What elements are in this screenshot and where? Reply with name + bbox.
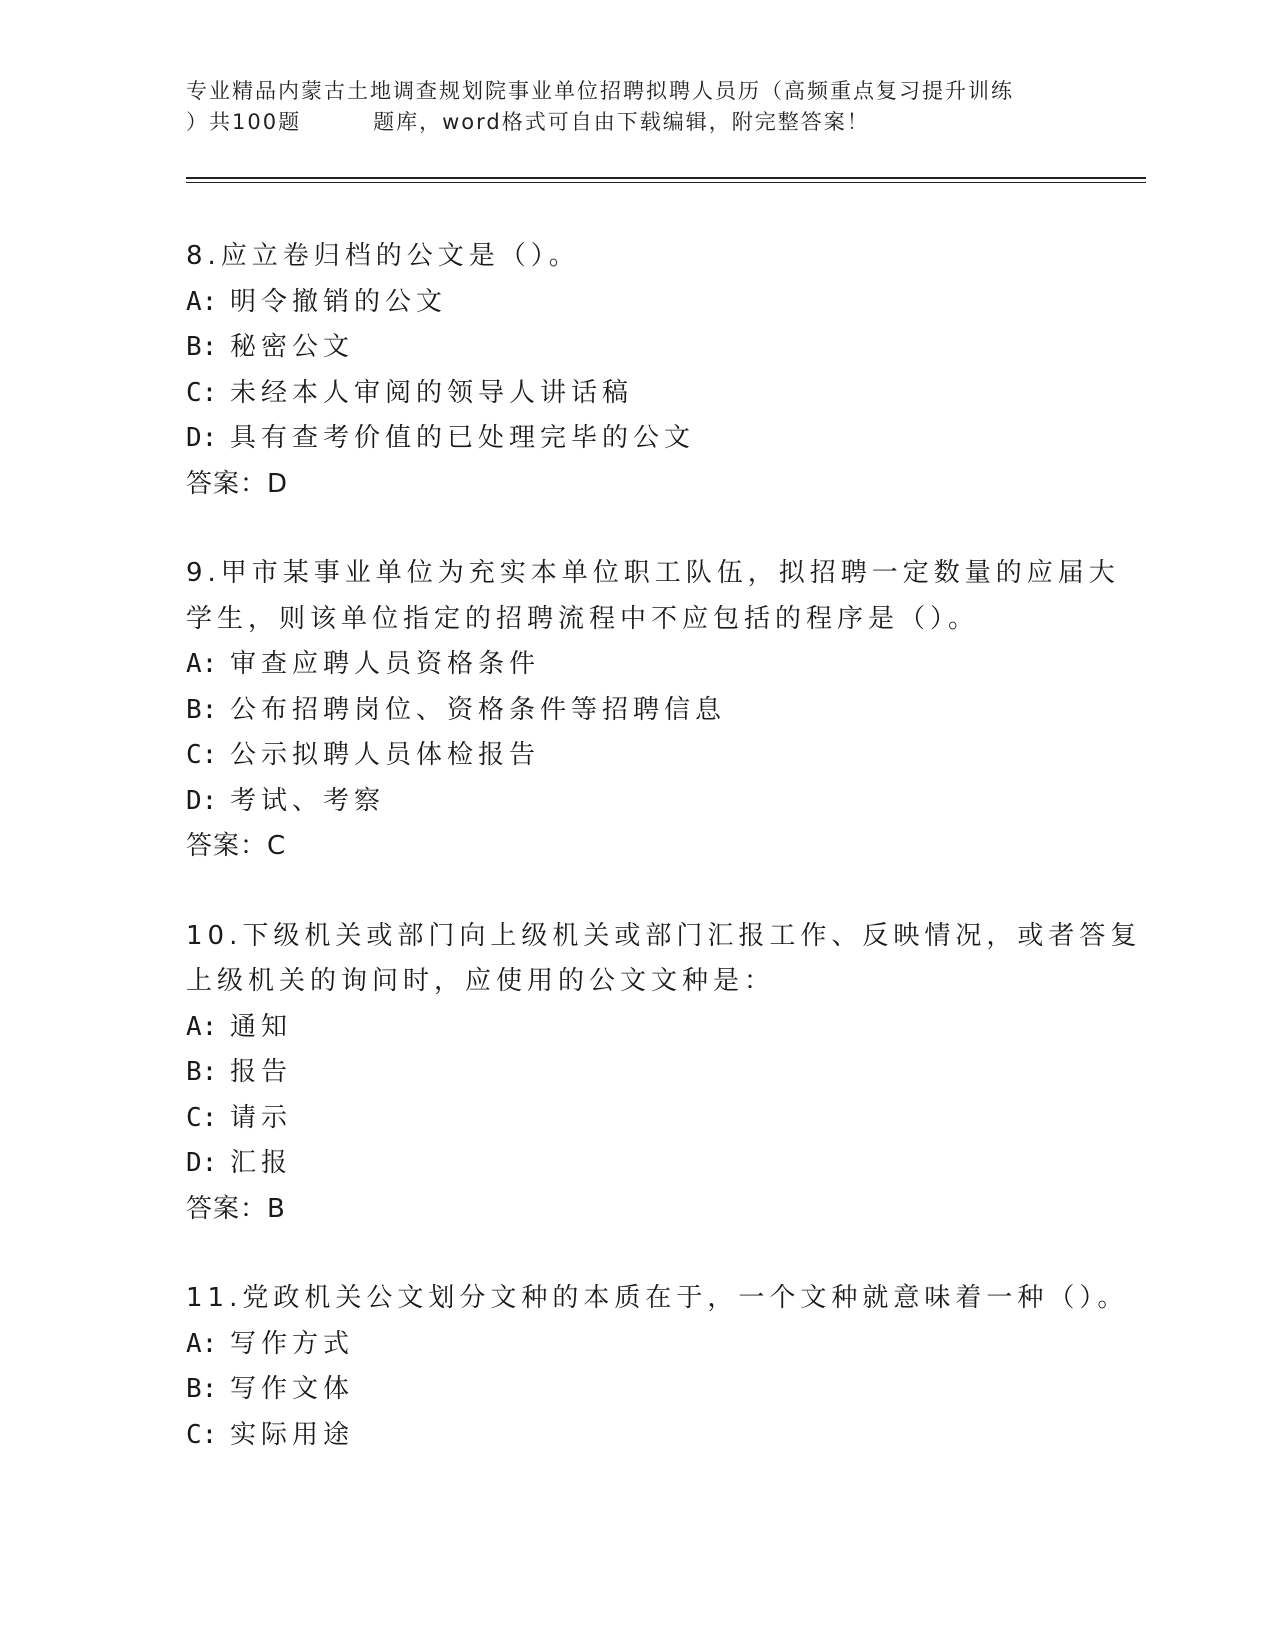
option-c (186, 1096, 1086, 1142)
answer-line: 答案：D (186, 468, 289, 499)
option-key: C: (186, 377, 218, 408)
option-b (186, 325, 1086, 371)
option-text: 汇报 (230, 1148, 293, 1178)
option-key: C: (186, 740, 218, 770)
option-a (186, 280, 1086, 326)
document-header (186, 76, 1086, 138)
option-key: D: (186, 785, 218, 816)
option-d (186, 779, 1086, 825)
option-text: 写作方式 (230, 1328, 355, 1359)
option-text: 通知 (230, 1011, 293, 1042)
option-text: 考试、考察 (230, 785, 386, 816)
option-b (186, 1367, 1086, 1413)
question-item (186, 914, 1142, 1233)
option-a (186, 1322, 1086, 1368)
option-b (186, 1050, 1086, 1096)
option-d (186, 416, 1086, 462)
option-key: B: (186, 1057, 218, 1087)
option-key: B: (186, 694, 218, 725)
question-item (186, 1276, 1129, 1458)
option-text: 实际用途 (230, 1419, 355, 1450)
option-text: 秘密公文 (230, 332, 355, 362)
option-d (186, 1141, 1086, 1187)
option-key: A: (186, 1328, 218, 1359)
question-stem-line-2: 上级机关的询问时，应使用的公文文种是： (186, 966, 776, 996)
option-key: B: (186, 332, 218, 362)
question-stem-line-2: 学生，则该单位指定的招聘流程中不应包括的程序是（）。 (186, 603, 980, 634)
option-text: 写作文体 (230, 1374, 355, 1404)
header-line-2 (186, 107, 1086, 138)
question-stem: 11.党政机关公文划分文种的本质在于，一个文种就意味着一种（）。 (186, 1283, 1129, 1313)
option-key: D: (186, 423, 218, 453)
option-text: 审查应聘人员资格条件 (230, 649, 541, 679)
header-line-2-part-b: 题库，word格式可自由下载编辑，附完整答案！ (373, 110, 870, 134)
option-key: A: (186, 1011, 218, 1042)
option-text: 未经本人审阅的领导人讲话稿 (230, 377, 634, 408)
header-divider-thick (186, 177, 1146, 179)
question-stem: 8.应立卷归档的公文是（）。 (186, 241, 580, 271)
header-divider-thin (186, 182, 1146, 183)
option-key: C: (186, 1419, 218, 1450)
option-c (186, 371, 1086, 417)
option-c (186, 1413, 1086, 1459)
question-stem-line-1: 9.甲市某事业单位为充实本单位职工队伍，拟招聘一定数量的应届大 (186, 558, 1120, 588)
question-list (186, 234, 1142, 1502)
option-a (186, 642, 1086, 688)
option-c (186, 733, 1086, 779)
option-a (186, 1005, 1086, 1051)
answer-line: 答案：C (186, 831, 287, 861)
header-line-1: 专业精品内蒙古土地调查规划院事业单位招聘拟聘人员历（高频重点复习提升训练 (186, 79, 1014, 103)
question-item (186, 551, 1120, 870)
option-b (186, 688, 1086, 734)
option-text: 明令撤销的公文 (230, 286, 448, 317)
answer-line: 答案：B (186, 1193, 286, 1224)
question-item (186, 234, 1086, 507)
header-line-2-part-a: ）共100题 (186, 110, 302, 134)
option-text: 具有查考价值的已处理完毕的公文 (230, 423, 696, 453)
option-key: B: (186, 1374, 218, 1404)
option-key: A: (186, 649, 218, 679)
question-stem-line-1: 10.下级机关或部门向上级机关或部门汇报工作、反映情况，或者答复 (186, 920, 1142, 951)
option-text: 请示 (230, 1102, 293, 1133)
option-key: A: (186, 286, 218, 317)
option-text: 公布招聘岗位、资格条件等招聘信息 (230, 694, 727, 725)
option-text: 公示拟聘人员体检报告 (230, 740, 541, 770)
option-text: 报告 (230, 1057, 293, 1087)
option-key: C: (186, 1102, 218, 1133)
option-key: D: (186, 1148, 218, 1178)
